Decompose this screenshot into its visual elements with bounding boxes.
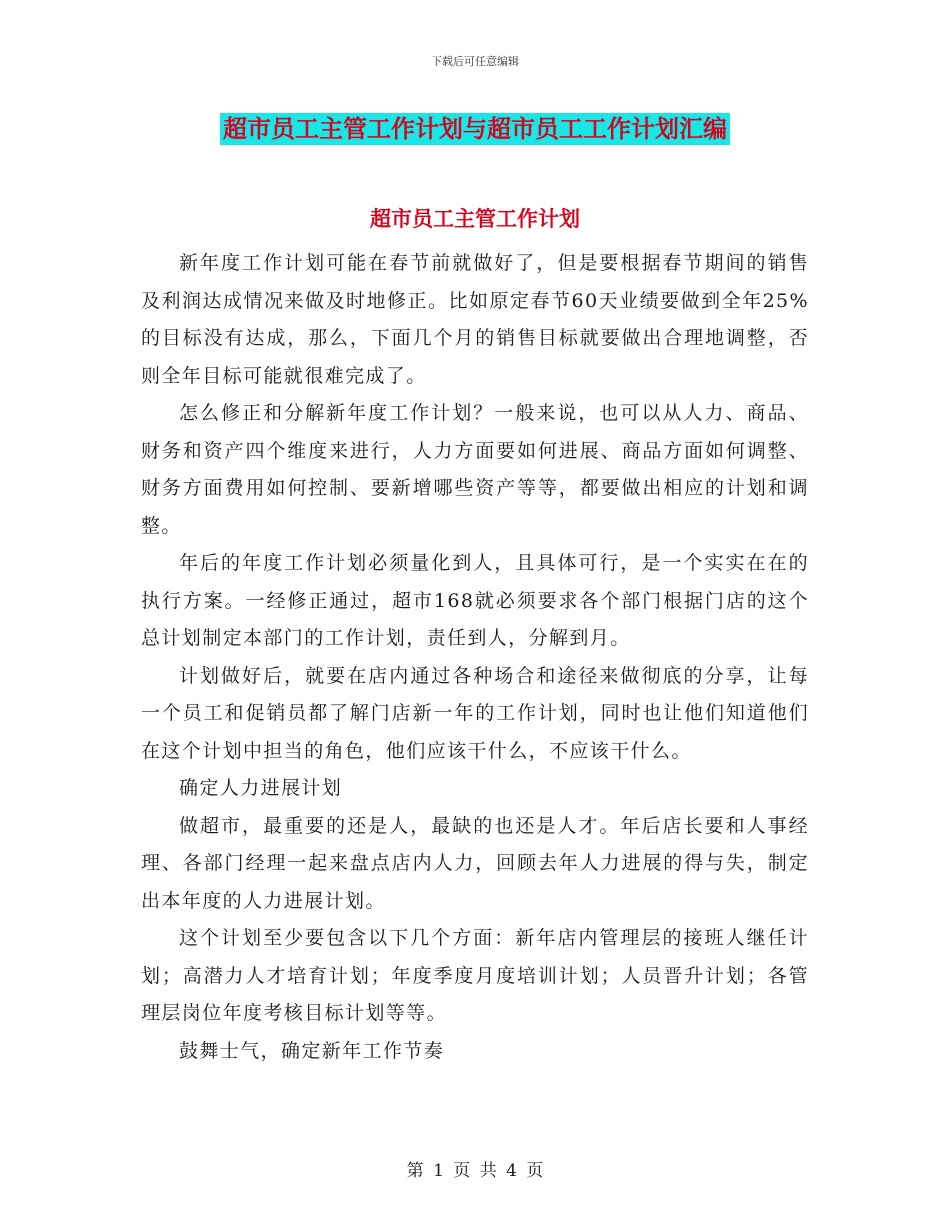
section-title: 超市员工主管工作计划 xyxy=(370,207,580,231)
header-note: 下载后可任意编辑 xyxy=(431,55,519,68)
paragraph: 计划做好后，就要在店内通过各种场合和途径来做彻底的分享，让每一个员工和促销员都了解门店新一年的工作计划，同时也让他们知道他们在这个计划中担当的角色，他们应该干什么，不应该干什么。 xyxy=(141,664,809,762)
page-footer: 第 1 页 共 4 页 xyxy=(406,1161,544,1181)
document-body xyxy=(141,245,809,1070)
paragraph: 年后的年度工作计划必须量化到人，且具体可行，是一个实实在在的执行方案。一经修正通过，超市168就必须要求各个部门根据门店的这个总计划制定本部门的工作计划，责任到人，分解到月。 xyxy=(141,552,809,649)
paragraph: 做超市，最重要的还是人，最缺的也还是人才。年后店长要和人事经理、各部门经理一起来盘点店内人力，回顾去年人力进展的得与失，制定出本年度的人力进展计划。 xyxy=(141,814,809,912)
document-title-text: 超市员工主管工作计划与超市员工工作计划汇编 xyxy=(220,113,730,145)
paragraph: 怎么修正和分解新年度工作计划？一般来说，也可以从人力、商品、财务和资产四个维度来进行，人力方面要如何进展、商品方面如何调整、财务方面费用如何控制、要新增哪些资产等等，都要做出相应的计划和调整。 xyxy=(141,402,809,537)
section-heading: 鼓舞士气，确定新年工作节奏 xyxy=(179,1039,445,1062)
document-title xyxy=(0,112,950,149)
paragraph: 这个计划至少要包含以下几个方面：新年店内管理层的接班人继任计划；高潜力人才培育计划；年度季度月度培训计划；人员晋升计划；各管理层岗位年度考核目标计划等等。 xyxy=(141,927,809,1024)
section-heading: 确定人力进展计划 xyxy=(179,777,343,799)
paragraph: 新年度工作计划可能在春节前就做好了，但是要根据春节期间的销售及利润达成情况来做及时地修正。比如原定春节60天业绩要做到全年25%的目标没有达成，那么，下面几个月的销售目标就要做出合理地调整，否则全年目标可能就很难完成了。 xyxy=(141,252,809,387)
